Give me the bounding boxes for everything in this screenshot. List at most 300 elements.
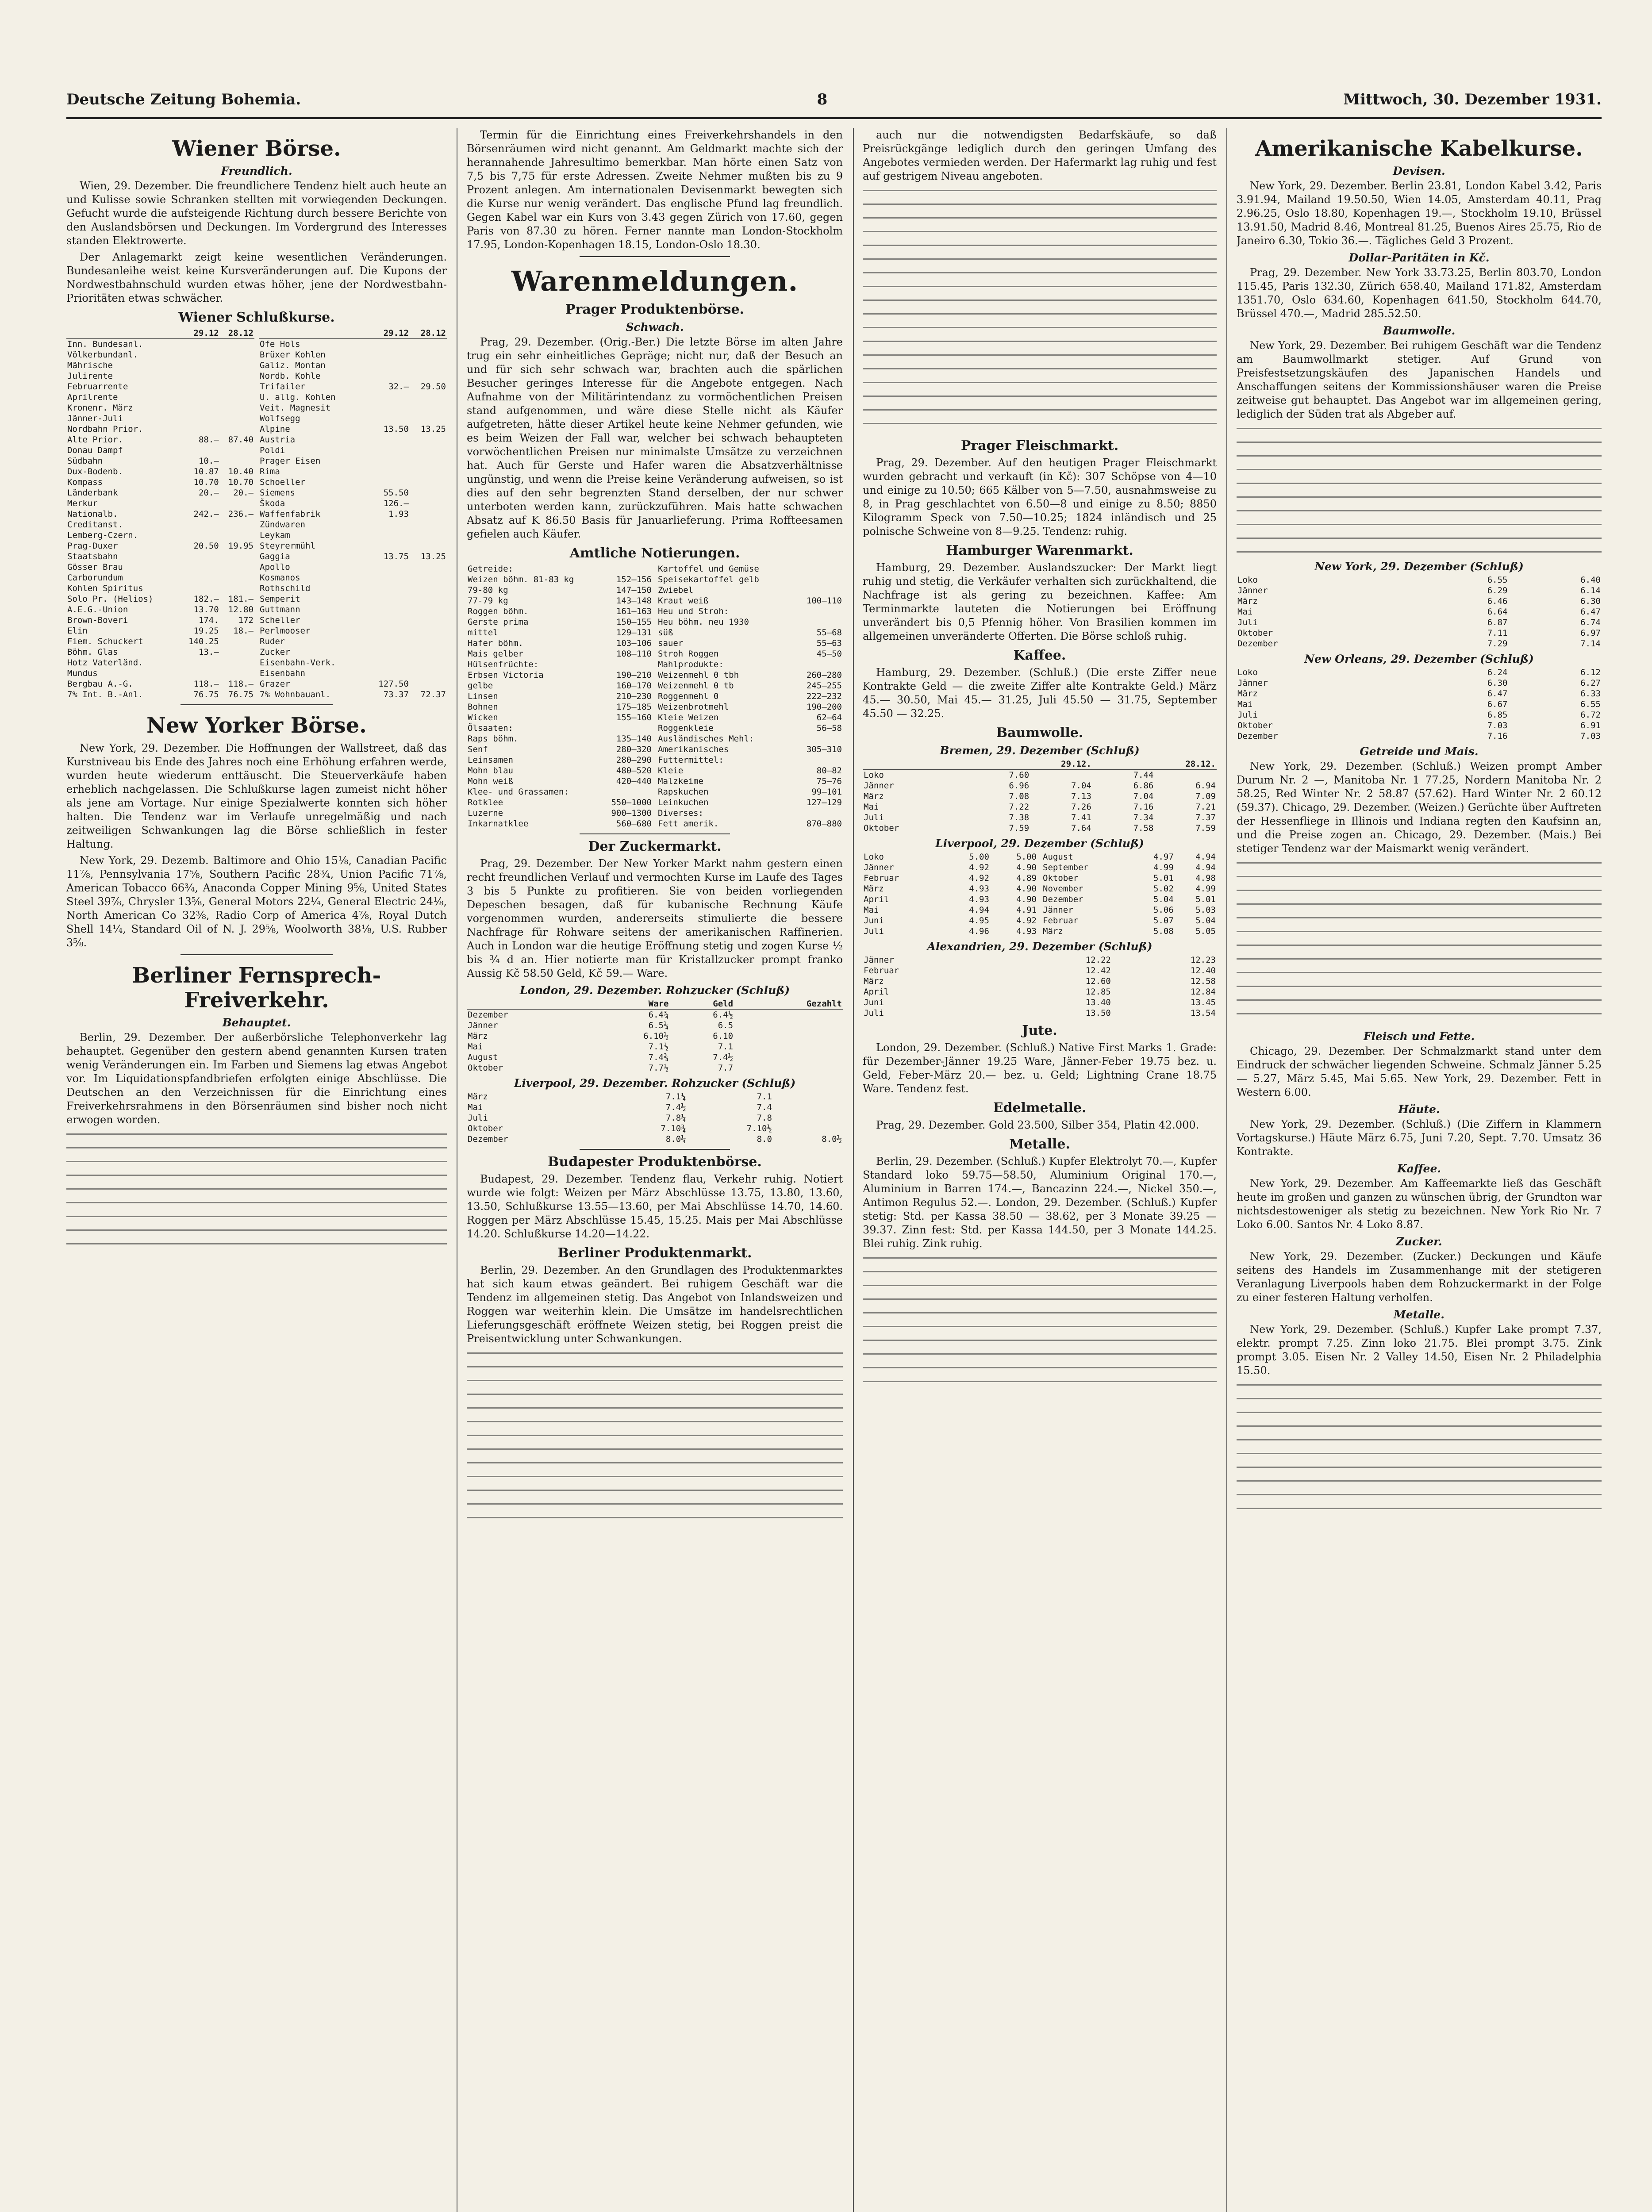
row-value bbox=[179, 668, 220, 679]
row-value bbox=[410, 413, 447, 424]
column-3 bbox=[863, 128, 1217, 2212]
table-header bbox=[66, 328, 179, 339]
section-title-baumwolle: Baumwolle. bbox=[996, 725, 1083, 741]
row-value: 126.— bbox=[383, 499, 409, 508]
table-row bbox=[259, 339, 447, 350]
row-value: 6.27 bbox=[1580, 678, 1601, 688]
table-row bbox=[259, 349, 447, 360]
table-row bbox=[863, 770, 1217, 781]
article-paragraph: Chicago, 29. Dezember. Der Schmalzmarkt stand unter dem Eindruck der schwächer liegenden Schweine. Schmalz Jänner 5.25 — 5.27, März 5.45, Mai 5.65. New York, 29. Dezember. Fett in Western 6.00. bbox=[1237, 1045, 1602, 1098]
row-value bbox=[179, 349, 220, 360]
table-row bbox=[259, 626, 447, 636]
row-label: Dezember bbox=[468, 1010, 508, 1020]
section-title-fleischmarkt: Prager Fleischmarkt. bbox=[960, 438, 1119, 453]
row-value bbox=[794, 617, 843, 627]
orleans-table bbox=[1237, 667, 1602, 741]
row-label: Leinkuchen bbox=[658, 798, 709, 807]
row-value: 99—101 bbox=[811, 787, 842, 797]
table-row bbox=[657, 818, 843, 829]
row-value: 6.47 bbox=[1580, 607, 1601, 617]
table-row bbox=[657, 680, 843, 691]
row-value: 7.11 bbox=[1487, 628, 1508, 638]
table-row bbox=[1237, 699, 1602, 710]
row-value bbox=[365, 371, 410, 381]
table-row bbox=[467, 617, 653, 627]
row-label: Veit. Magnesit bbox=[260, 403, 331, 413]
row-label: Rothschild bbox=[260, 584, 311, 593]
section-title-kaffee: Kaffee. bbox=[1013, 648, 1066, 663]
table-row bbox=[1237, 688, 1602, 699]
row-label: Hotz Vaterländ. bbox=[67, 658, 143, 668]
row-value: 7.8¼ bbox=[665, 1113, 686, 1123]
row-value bbox=[773, 1102, 843, 1113]
row-value: 88.— bbox=[198, 435, 219, 445]
row-value bbox=[410, 604, 447, 615]
row-value bbox=[734, 1010, 843, 1021]
row-value: 7.03 bbox=[1487, 721, 1508, 730]
wiener-kurse-tables bbox=[66, 328, 447, 700]
row-value bbox=[794, 733, 843, 744]
row-value: 5.01 bbox=[1153, 873, 1174, 883]
row-label: Guttmann bbox=[260, 605, 300, 614]
row-value bbox=[410, 668, 447, 679]
row-value bbox=[365, 615, 410, 626]
row-value: 7.09 bbox=[1195, 791, 1216, 801]
row-value: 174. bbox=[198, 615, 219, 625]
table-row bbox=[1237, 596, 1602, 607]
table-row bbox=[467, 659, 653, 670]
table-row bbox=[259, 572, 447, 583]
row-label: Poldi bbox=[260, 445, 285, 455]
row-value bbox=[365, 583, 410, 594]
row-value: 900—1300 bbox=[611, 808, 652, 818]
article-paragraph: New York, 29. Dezember. (Schluß.) Kupfer Lake prompt 7.37, elektr. prompt 7.25. Zinn loko 21.75. Blei prompt 3.75. Zink prompt 3.05. Eisen Nr. 2 Valley 14.50, Eisen Nr. 2 Philadelphia 15.50. bbox=[1237, 1323, 1602, 1377]
row-value: 155—160 bbox=[616, 713, 652, 722]
row-value: 6.47 bbox=[1487, 689, 1508, 699]
table-row bbox=[66, 615, 254, 626]
row-value: 7.60 bbox=[1009, 770, 1030, 780]
row-value: 12.84 bbox=[1190, 987, 1216, 997]
row-value: 56—58 bbox=[816, 723, 842, 733]
article-paragraph: auch nur die notwendigsten Bedarfskäufe, so daß Preisrückgänge lediglich durch den geringen Umfang des Angebotes vermieden werden. Der Hafermarkt lag ruhig und fest auf gestrigem Niveau angeboten. bbox=[863, 129, 1217, 182]
table-row bbox=[657, 574, 843, 585]
row-value: 1.93 bbox=[388, 509, 409, 519]
row-label: Mai bbox=[864, 905, 879, 915]
row-value: 129—131 bbox=[616, 628, 652, 637]
row-label: Leykam bbox=[260, 530, 290, 540]
table-row bbox=[657, 585, 843, 595]
table-row bbox=[66, 594, 254, 604]
row-label: Heu und Stroh: bbox=[658, 607, 729, 616]
row-value bbox=[179, 339, 220, 350]
table-caption: Liverpool, 29. Dezember (Schluß) bbox=[935, 837, 1144, 850]
table-row bbox=[66, 626, 254, 636]
table-row bbox=[657, 787, 843, 797]
row-label: Weizen böhm. 81-83 kg bbox=[468, 575, 574, 584]
row-value: 5.04 bbox=[1195, 916, 1216, 926]
row-value bbox=[410, 572, 447, 583]
table-row bbox=[863, 873, 1037, 883]
row-value bbox=[365, 360, 410, 371]
table-row bbox=[467, 702, 653, 712]
row-value bbox=[220, 349, 254, 360]
table-caption: New Orleans, 29. Dezember (Schluß) bbox=[1304, 653, 1534, 665]
row-value: 6.12 bbox=[1580, 668, 1601, 677]
table-row bbox=[259, 456, 447, 466]
row-value: 7.04 bbox=[1071, 781, 1091, 791]
article-paragraph: New York, 29. Dezember. Am Kaffeemarkte ließ das Geschäft heute im großen und ganzen zu wünschen übrig, der Grundton war nichtsdestoweniger als stetig zu bezeichnen. New York Rio Nr. 7 Loko 6.00. Santos Nr. 4 Loko 8.87. bbox=[1237, 1177, 1602, 1231]
row-label: Perlmooser bbox=[260, 626, 311, 636]
table-row bbox=[467, 638, 653, 649]
row-value: 7.08 bbox=[1009, 791, 1030, 801]
table-row bbox=[467, 744, 653, 755]
ny-baumwolle-table bbox=[1237, 575, 1602, 649]
row-label: März bbox=[864, 791, 884, 801]
table-row bbox=[467, 691, 653, 702]
london-zucker-table bbox=[467, 998, 843, 1073]
row-label: November bbox=[1043, 884, 1083, 894]
table-row bbox=[259, 551, 447, 562]
table-row bbox=[467, 776, 653, 787]
row-label: Kleie Weizen bbox=[658, 713, 719, 722]
row-value: 190—200 bbox=[806, 702, 842, 712]
row-value: 7.29 bbox=[1487, 639, 1508, 649]
row-value bbox=[410, 679, 447, 689]
table-row bbox=[259, 615, 447, 626]
row-label: Galiz. Montan bbox=[260, 361, 326, 370]
row-value: 181.— bbox=[228, 594, 254, 604]
row-label: Alte Prior. bbox=[67, 435, 123, 445]
row-label: Jänner bbox=[1237, 586, 1268, 595]
row-value bbox=[600, 564, 653, 574]
row-label: gelbe bbox=[468, 681, 493, 691]
table-row bbox=[467, 670, 653, 680]
table-row bbox=[467, 564, 653, 574]
row-value: 5.00 bbox=[969, 852, 989, 862]
row-value: 7.04 bbox=[1133, 791, 1154, 801]
row-value bbox=[410, 445, 447, 456]
row-value bbox=[410, 594, 447, 604]
row-value bbox=[220, 498, 254, 509]
table-row bbox=[66, 445, 254, 456]
row-label: 7% Wohnbauanl. bbox=[260, 690, 331, 699]
row-label: Oktober bbox=[468, 1063, 503, 1073]
row-value: 5.06 bbox=[1153, 905, 1174, 915]
table-row bbox=[467, 712, 653, 723]
table-row bbox=[259, 604, 447, 615]
row-value: 7.58 bbox=[1133, 823, 1154, 833]
row-label: Oktober bbox=[468, 1124, 503, 1133]
table-row bbox=[863, 823, 1217, 833]
row-label: Gerste prima bbox=[468, 617, 529, 627]
table-row bbox=[863, 852, 1037, 862]
row-value bbox=[365, 403, 410, 413]
row-label: Mais gelber bbox=[468, 649, 523, 659]
table-row bbox=[467, 723, 653, 733]
table-row bbox=[467, 574, 653, 585]
row-value bbox=[220, 657, 254, 668]
row-value: 160—170 bbox=[616, 681, 652, 691]
table-row bbox=[657, 649, 843, 659]
column-4 bbox=[1237, 128, 1602, 2212]
liverpool-zucker-table bbox=[467, 1091, 843, 1144]
row-value: 7.7½ bbox=[648, 1063, 669, 1073]
row-value: 20.— bbox=[198, 488, 219, 498]
table-row bbox=[259, 594, 447, 604]
divider bbox=[580, 1149, 730, 1150]
table-row bbox=[467, 680, 653, 691]
row-value: 7.1 bbox=[718, 1042, 734, 1052]
header-rule bbox=[66, 117, 1602, 119]
table-row bbox=[259, 392, 447, 403]
liverpool-table-right bbox=[1042, 852, 1217, 937]
table-row bbox=[1237, 731, 1602, 741]
row-value: 6.10 bbox=[713, 1031, 734, 1041]
table-row bbox=[66, 371, 254, 381]
row-label: Februarrente bbox=[67, 382, 128, 392]
table-row bbox=[467, 1052, 843, 1063]
article-paragraph: London, 29. Dezember. (Schluß.) Native First Marks 1. Grade: für Dezember-Jänner 19.25 Ware, Jänner-Feber 19.75 bez. u. Geld, Feber-März 20.— bez. u. Geld; Lightning Crane 18.75 Ware. Tendenz fest. bbox=[863, 1041, 1217, 1095]
article-paragraph: Hamburg, 29. Dezember. (Schluß.) (Die erste Ziffer neue Kontrakte Geld — die zweite Ziffer alte Kontrakte Geld.) März 45.— 30.50, Mai 45.— 31.25, Juli 45.50 — 31.75, September 45.50 — 32.25. bbox=[863, 666, 1217, 720]
row-value bbox=[734, 1052, 843, 1063]
row-value bbox=[794, 606, 843, 617]
row-value: 13.45 bbox=[1190, 998, 1216, 1007]
section-subtitle: Häute. bbox=[1398, 1103, 1440, 1116]
row-label: Oktober bbox=[1237, 628, 1273, 638]
row-label: Bergbau A.-G. bbox=[67, 679, 133, 689]
row-label: Jänner-Juli bbox=[67, 414, 123, 423]
row-label: Dezember bbox=[1237, 639, 1278, 649]
row-value: 4.97 bbox=[1153, 852, 1174, 862]
row-label: August bbox=[468, 1052, 498, 1062]
article-paragraph: Prag, 29. Dezember. Der New Yorker Markt nahm gestern einen recht freundlichen Verlauf und vermochten Kurse im Laufe des Tages 3 bis 5 Punkte zu profitieren. Sie von beiden vorliegenden Depeschen besagen, daß für kubanische Rechnung Käufe vorgenommen wurden, andererseits stimulierte die bessere Nachfrage für Rohware seitens der amerikanischen Raffinerien. Auch in London war die heutige Eröffnung stetig und zogen Kurse ½ bis ¾ d an. Hier notierte man für Kristallzucker prompt franko Aussig Kč 58.50 Geld, Kč 59.— Ware. bbox=[467, 857, 843, 979]
section-title-wiener-schlusskurse: Wiener Schlußkurse. bbox=[178, 310, 335, 325]
row-label: Solo Pr. (Helios) bbox=[67, 594, 154, 604]
row-value: 6.14 bbox=[1580, 586, 1601, 595]
row-value bbox=[220, 360, 254, 371]
row-value: 4.93 bbox=[969, 895, 989, 904]
row-value bbox=[179, 530, 220, 541]
row-label: Getreide: bbox=[468, 564, 513, 574]
alexandrien-table bbox=[863, 955, 1217, 1018]
row-label: Kraut weiß bbox=[658, 596, 709, 606]
table-header bbox=[259, 328, 365, 339]
table-row bbox=[259, 498, 447, 509]
table-row bbox=[259, 424, 447, 434]
row-value: 12.60 bbox=[1085, 976, 1111, 986]
row-label: Juli bbox=[1237, 710, 1258, 720]
table-row bbox=[259, 679, 447, 689]
table-header: 29.12 bbox=[179, 328, 220, 339]
table-header: Gezahlt bbox=[734, 998, 843, 1010]
row-label: Juli bbox=[864, 813, 884, 822]
table-row bbox=[657, 723, 843, 733]
article-paragraph: Prag, 29. Dezember. Auf den heutigen Prager Fleischmarkt wurden gebracht und verkauft (in Kč): 307 Schöpse von 4—10 und einige zu 10.50; 665 Kälber von 5—7.50, ausnahmsweise zu 8, in Prag geschlachtet von 6.50—8 und einige zu 8.50; 8850 Kilogramm Speck von 7.50—10.25; 1824 inländisch und 25 polnische Schweine von 8—9.25. Tendenz: ruhig. bbox=[863, 457, 1217, 538]
table-row bbox=[467, 1123, 843, 1134]
page-header bbox=[66, 86, 1602, 113]
row-label: März bbox=[1237, 596, 1258, 606]
table-row bbox=[1237, 585, 1602, 596]
table-header: 28.12. bbox=[1092, 759, 1217, 770]
row-value: 4.94 bbox=[1195, 863, 1216, 872]
table-caption: New York, 29. Dezember (Schluß) bbox=[1314, 560, 1524, 573]
row-value: 7.64 bbox=[1071, 823, 1091, 833]
row-label: Malzkeime bbox=[658, 776, 703, 786]
row-value: 6.30 bbox=[1580, 596, 1601, 606]
section-subtitle: Fleisch und Fette. bbox=[1363, 1030, 1475, 1043]
table-row bbox=[467, 595, 653, 606]
table-row bbox=[66, 381, 254, 392]
table-row bbox=[657, 595, 843, 606]
row-value: 7.59 bbox=[1009, 823, 1030, 833]
row-value: 6.10½ bbox=[643, 1031, 669, 1041]
row-label: Ofe Hols bbox=[260, 339, 300, 349]
row-label: Apollo bbox=[260, 562, 290, 572]
table-row bbox=[657, 606, 843, 617]
row-label: Mohn blau bbox=[468, 766, 513, 776]
row-value bbox=[179, 381, 220, 392]
illegible-text-block bbox=[1237, 424, 1602, 557]
table-row bbox=[467, 1041, 843, 1052]
row-value: 6.97 bbox=[1580, 628, 1601, 638]
row-value bbox=[220, 339, 254, 350]
table-row bbox=[1237, 678, 1602, 688]
table-row bbox=[1042, 926, 1217, 937]
row-value: 127—129 bbox=[806, 798, 842, 807]
row-label: Dezember bbox=[1237, 731, 1278, 741]
table-row bbox=[66, 604, 254, 615]
table-row bbox=[259, 403, 447, 413]
row-label: Gaggia bbox=[260, 552, 290, 561]
row-label: Ausländisches Mehl: bbox=[658, 734, 754, 744]
section-title-new-yorker: New Yorker Börse. bbox=[146, 713, 367, 738]
illegible-text-block bbox=[467, 1348, 843, 1525]
row-value: 75—76 bbox=[816, 776, 842, 786]
row-label: Loko bbox=[1237, 668, 1258, 677]
row-label: Erbsen Victoria bbox=[468, 670, 544, 680]
row-value: 118.— bbox=[228, 679, 254, 689]
table-row bbox=[467, 1010, 843, 1021]
table-row bbox=[1042, 862, 1217, 873]
kurse-table-left bbox=[66, 328, 254, 700]
table-row bbox=[467, 1134, 843, 1144]
row-value bbox=[220, 562, 254, 572]
table-row bbox=[66, 562, 254, 572]
row-label: Kohlen Spiritus bbox=[67, 584, 143, 593]
table-row bbox=[66, 403, 254, 413]
row-label: März bbox=[468, 1031, 488, 1041]
row-label: Aprilrente bbox=[67, 392, 118, 402]
row-value: 4.92 bbox=[969, 873, 989, 883]
row-value: 12.23 bbox=[1190, 955, 1216, 965]
table-row bbox=[66, 498, 254, 509]
row-value: 5.05 bbox=[1195, 926, 1216, 936]
table-row bbox=[467, 1102, 843, 1113]
column-divider bbox=[853, 128, 854, 2212]
row-value: 236.— bbox=[228, 509, 254, 519]
row-label: Nordbahn Prior. bbox=[67, 424, 143, 434]
row-value bbox=[773, 1091, 843, 1102]
row-label: Ruder bbox=[260, 637, 285, 646]
row-value bbox=[365, 413, 410, 424]
row-value: 7.03 bbox=[1580, 731, 1601, 741]
row-label: Rima bbox=[260, 467, 280, 476]
row-label: Luzerne bbox=[468, 808, 503, 818]
row-label: Škoda bbox=[260, 499, 285, 508]
row-value: 13.25 bbox=[420, 424, 446, 434]
table-row bbox=[863, 976, 1217, 987]
table-row bbox=[467, 1063, 843, 1073]
row-label: Waffenfabrik bbox=[260, 509, 321, 519]
row-value: 7.10½ bbox=[746, 1124, 772, 1133]
row-label: Carborundum bbox=[67, 573, 123, 583]
table-row bbox=[66, 572, 254, 583]
table-row bbox=[467, 765, 653, 776]
table-row bbox=[863, 780, 1217, 791]
table-row bbox=[1042, 915, 1217, 926]
row-label: Siemens bbox=[260, 488, 296, 498]
row-value: 13.50 bbox=[1085, 1008, 1111, 1018]
notierungen-table-right bbox=[657, 564, 843, 829]
row-value bbox=[365, 349, 410, 360]
row-value bbox=[410, 360, 447, 371]
row-value: 210—230 bbox=[616, 691, 652, 701]
table-row bbox=[259, 488, 447, 498]
table-row bbox=[657, 659, 843, 670]
row-label: süß bbox=[658, 628, 673, 637]
row-value bbox=[365, 657, 410, 668]
row-value: 6.96 bbox=[1009, 781, 1030, 791]
row-label: Kosmanos bbox=[260, 573, 300, 583]
illegible-text-block bbox=[863, 1253, 1217, 1386]
section-title-kabelkurse: Amerikanische Kabelkurse. bbox=[1255, 136, 1583, 161]
row-value: 72.37 bbox=[420, 690, 446, 699]
row-label: Julirente bbox=[67, 371, 113, 381]
row-value: 152—156 bbox=[616, 575, 652, 584]
row-label: 79-80 kg bbox=[468, 585, 508, 595]
row-value bbox=[410, 657, 447, 668]
row-value: 87.40 bbox=[228, 435, 254, 445]
row-value: 190—210 bbox=[616, 670, 652, 680]
row-label: Juni bbox=[864, 916, 884, 926]
row-value: 245—255 bbox=[806, 681, 842, 691]
row-value bbox=[773, 1113, 843, 1123]
row-value: 7.4 bbox=[757, 1102, 772, 1112]
row-value: 150—155 bbox=[616, 617, 652, 627]
row-value: 13.70 bbox=[193, 605, 219, 614]
table-row bbox=[66, 679, 254, 689]
row-value: 7.41 bbox=[1071, 813, 1091, 822]
row-value: 80—82 bbox=[816, 766, 842, 776]
row-value: 6.74 bbox=[1580, 618, 1601, 627]
row-label: Dezember bbox=[1043, 895, 1083, 904]
article-paragraph: New York, 29. Dezember. Die Hoffnungen der Wallstreet, daß das Kurstniveau bis Ende des Jahres noch eine Erhöhung erfahren werde, wurden heute wiederum enttäuscht. Die Steuerverkäufe haben erheblich nachgelassen. Die Schlußkurse lagen zumeist nicht höher als jene am Vortage. Nur einige Spezialwerte konnten sich höher halten. Die Tendenz war im Verlaufe unregelmäßig und nach zeitweiligen Schwankungen lag die Börse schließlich in fester Haltung. bbox=[66, 742, 447, 850]
row-label: Eisenbahn bbox=[260, 668, 305, 678]
row-value: 76.75 bbox=[193, 690, 219, 699]
row-value bbox=[734, 1031, 843, 1041]
row-value bbox=[365, 626, 410, 636]
row-label: Mohn weiß bbox=[468, 776, 513, 786]
newspaper-page bbox=[66, 86, 1602, 2212]
row-label: Loko bbox=[864, 852, 884, 862]
row-value: 100—110 bbox=[806, 596, 842, 606]
row-value: 55—63 bbox=[816, 638, 842, 648]
row-label: Scheller bbox=[260, 615, 300, 625]
table-row bbox=[467, 627, 653, 638]
table-row bbox=[657, 744, 843, 755]
section-subtitle: Behauptet. bbox=[222, 1016, 291, 1029]
table-row bbox=[259, 381, 447, 392]
